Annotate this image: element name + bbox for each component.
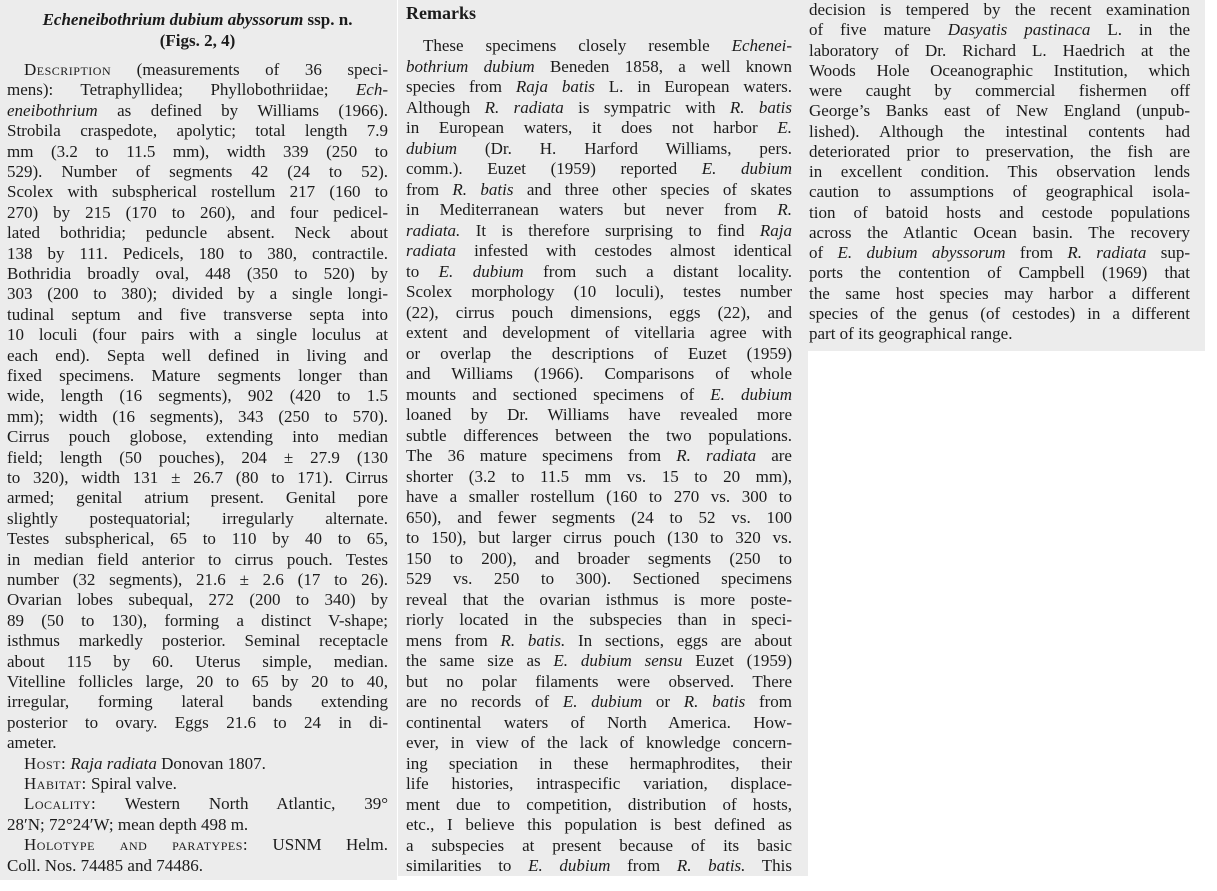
text-line [406,487,792,507]
remarks-heading: Remarks [406,3,476,23]
italic-text: E. dubium [710,384,792,404]
text-run: number (32 segments), 21.6 ± 2.6 (17 to 26). [7,570,388,589]
italic-text: R. [777,200,792,219]
text-run: Western North Atlantic, 39° [96,794,388,814]
text-run: mm (3.2 to 11.5 mm), width 339 (250 to [7,141,388,161]
text-line [809,304,1190,324]
text-line [7,672,388,692]
text-line [809,203,1190,223]
text-line [7,284,388,304]
text-run: (measurements of 36 speci- [111,60,388,79]
text-run: from [406,179,453,199]
text-line [406,610,792,630]
text-line [7,733,388,753]
text-line [809,284,1190,304]
text-line [7,529,388,549]
text-line [7,815,388,835]
text-run: George’s Banks east of New England (unpub- [809,101,1190,121]
text-run: and Williams (1966). Comparisons of whole [406,364,792,383]
text-line [7,142,388,162]
italic-text: Raja radiata [70,753,157,773]
text-line [809,263,1190,283]
text-line [406,118,792,138]
text-line [7,264,388,284]
text-line [406,795,792,815]
text-line [7,713,388,733]
text-run: 650), and fewer segments (24 to 52 vs. 100 [406,507,792,527]
section-label: Locality: [24,794,97,814]
text-line [7,611,388,631]
text-line [7,488,388,508]
text-line [809,223,1190,243]
text-line [406,262,792,282]
text-run: Although [406,97,485,117]
text-run: L. in European waters. [594,77,792,96]
text-line [809,81,1190,101]
text-line [406,139,792,159]
text-run: subtle differences between the two populations. [406,425,792,445]
text-line [406,856,792,876]
italic-text: E. [777,118,792,137]
italic-text: Echenei- [731,36,792,55]
text-line [809,61,1190,81]
text-run: USNM Helm. [248,835,388,855]
italic-text: radiata. [406,220,461,240]
text-line [406,528,792,548]
italic-text: bothrium dubium [406,56,535,76]
text-line [809,243,1190,263]
text-line [406,57,792,77]
italic-text: R. radiata [676,446,757,465]
text-run: laboratory of Dr. Richard L. Haedrich at the [809,40,1190,60]
text-line [406,508,792,528]
italic-text: R. batis [452,179,514,199]
text-run: ever, in view of the lack of knowledge concern- [406,733,792,752]
text-line [406,221,792,241]
text-line [406,467,792,487]
text-run: lished). Although the intestinal contents had [809,121,1190,141]
italic-text: Echeneibothrium dubium abyssorum [42,10,304,29]
text-run: infested with cestodes almost identical [456,241,792,260]
italic-text: E. dubium abyssorum [837,243,1006,262]
text-line [7,182,388,202]
text-run: from such a distant locality. [523,261,792,281]
italic-text: Dasyatis pastinaca [947,20,1091,40]
text-run: and three other species of skates [513,179,792,199]
text-run: 303 (200 to 380); divided by a single longi- [7,284,388,304]
text-run: (Dr. H. Harford Williams, pers. [457,138,792,158]
text-line [7,60,388,80]
text-line [406,754,792,774]
text-line [7,652,388,672]
text-run: caution to assumptions of geographical isola- [809,182,1190,202]
text-run: from [1005,243,1068,262]
text-line [406,180,792,200]
section-label: Holotype and paratypes: [24,835,249,855]
italic-text: R. batis. [500,630,566,650]
text-run: ameter. [7,733,57,753]
text-run: etc., I believe this population is best defined as [406,815,792,834]
text-run: 10 loculi (four pairs with a single loculus at [7,325,388,345]
text-run: Scolex with subspherical rostellum 217 (160 to [7,182,388,202]
italic-text: R. batis [729,97,792,117]
text-run: 270) by 215 (170 to 260), and four pedicel- [7,202,388,222]
italic-text: Raja [759,220,792,240]
text-run: Beneden 1858, a well known [534,56,792,76]
text-line [7,325,388,345]
text-line [406,323,792,343]
text-run: isthmus markedly posterior. Seminal receptacle [7,631,388,651]
text-line [7,631,388,651]
text-line [7,407,388,427]
text-line [406,36,792,56]
text-line [406,241,792,261]
text-run: Donovan 1807. [156,753,266,773]
heading-line [7,31,388,51]
text-run: (22), cirrus pouch dimensions, eggs (22), and [406,302,792,322]
text-run: field; length (50 pouches), 204 ± 27.9 (130 [7,447,388,467]
text-run: 529 vs. 250 to 300). Sectioned specimens [406,569,792,588]
text-run: ing speciation in these hermaphrodites, their [406,753,792,773]
text-line [809,324,1190,344]
section-label: Habitat: [24,774,87,793]
text-run: as defined by Williams (1966). [97,100,388,120]
text-line [406,426,792,446]
text-run: These specimens closely resemble [423,36,732,55]
text-run: L. in the [1090,20,1190,40]
text-run: species of the genus (of cestodes) in a different [809,303,1190,323]
section-label: Host: [24,753,67,773]
text-line [7,121,388,141]
text-run: Vitelline follicles large, 20 to 65 by 20 to 40, [7,672,388,691]
text-run: to 150), but larger cirrus pouch (130 to 320 vs. [406,528,792,547]
text-line [406,631,792,651]
text-run: in European waters, it does not harbor [406,118,778,137]
text-line [406,590,792,610]
text-line [7,590,388,610]
text-run: of [809,243,838,262]
text-run: similarities to [406,856,529,875]
text-run: the same size as [406,651,554,670]
text-run: 150 to 200), and broader segments (250 to [406,548,792,568]
text-run: It is therefore surprising to find [460,220,760,240]
text-run: Strobila craspedote, apolytic; total length 7.9 [7,121,388,141]
text-run: are [756,446,792,465]
text-line [406,98,792,118]
text-run: in median field anterior to cirrus pouch. Testes [7,549,388,569]
text-run: from [610,856,677,875]
text-line [809,0,1190,20]
text-run: but no polar filaments were observed. There [406,671,792,691]
text-run: fixed specimens. Mature segments longer than [7,366,388,385]
text-line [7,366,388,386]
italic-text: Raja batis [515,77,595,96]
text-line [7,856,388,876]
text-line [809,101,1190,121]
text-line [7,162,388,182]
text-line [7,203,388,223]
text-run: sup- [1146,243,1191,262]
text-line [406,569,792,589]
text-line [406,713,792,733]
text-run: Testes subspherical, 65 to 110 by 40 to 65, [7,529,388,549]
italic-text: R. batis [683,692,746,711]
italic-text: eneibothrium [7,100,98,120]
text-line [7,386,388,406]
text-run: of five mature [809,20,948,40]
text-run: tudinal septum and five transverse septa into [7,304,388,324]
italic-text: E. dubium [701,159,792,178]
text-run: Woods Hole Oceanographic Institution, which [809,60,1190,80]
text-run: mens): Tetraphyllidea; Phyllobothriidae; [7,80,356,100]
text-run: ment due to competition, distribution of hosts, [406,794,792,814]
text-line [7,244,388,264]
text-run: decision is tempered by the recent examination [809,0,1190,19]
text-line [7,427,388,447]
text-run: is sympatric with [563,97,730,117]
text-line [7,570,388,590]
text-line [7,80,388,100]
text-run: ports the contention of Campbell (1969) that [809,263,1190,283]
text-run: riorly located in the subspecies than in speci- [406,610,792,629]
text-line [7,346,388,366]
text-run: lated bothridia; peduncle absent. Neck about [7,223,388,243]
text-run: posterior to ovary. Eggs 21.6 to 24 in di- [7,712,388,732]
italic-text: E. dubium [528,856,611,875]
text-line [7,754,388,774]
text-line [809,142,1190,162]
text-run: 28′N; 72°24′W; mean depth 498 m. [7,814,249,834]
text-run: mens from [406,630,501,650]
text-run: shorter (3.2 to 11.5 mm vs. 15 to 20 mm), [406,466,792,486]
text-line [406,733,792,753]
text-line [7,794,388,814]
text-run: to [406,261,439,281]
text-run: about 115 by 60. Uterus simple, median. [7,651,388,671]
section-label: Description [24,60,112,79]
text-line [406,364,792,384]
text-line [809,41,1190,61]
text-run: life histories, intraspecific variation, displace- [406,774,792,793]
text-line [809,162,1190,182]
text-run: comm.). Euzet (1959) reported [406,159,702,178]
text-line [406,385,792,405]
text-line [7,509,388,529]
text-line [406,200,792,220]
text-run: Cirrus pouch globose, extending into median [7,427,388,447]
text-line [406,405,792,425]
italic-text: R. radiata [1067,243,1147,262]
text-run: across the Atlantic Ocean basin. The recovery [809,222,1190,242]
text-line [7,774,388,794]
text-line [406,836,792,856]
text-run: the same host species may harbor a different [809,283,1190,303]
text-run: from [745,692,792,711]
text-run: The 36 mature specimens from [406,446,677,465]
text-run: (Figs. 2, 4) [159,31,236,50]
text-line [7,305,388,325]
text-run: are no records of [406,692,563,711]
text-run: tion of batoid hosts and cestode populations [809,202,1190,222]
italic-text: dubium [406,138,457,158]
text-line [406,77,792,97]
italic-text: E. dubium sensu [553,651,683,670]
text-run: in Mediterranean waters but never from [406,200,778,219]
text-line [809,182,1190,202]
text-run: 529). Number of segments 42 (24 to 52). [7,162,388,181]
text-line [406,651,792,671]
text-run: Spiral valve. [86,774,177,793]
text-line [406,774,792,794]
text-line [7,550,388,570]
text-run: armed; genital atrium present. Genital pore [7,488,388,508]
text-line [406,815,792,835]
text-line [406,344,792,364]
text-run: Bothridia broadly oval, 448 (350 to 520) by [7,264,388,283]
heading-line [7,10,388,30]
text-run: loaned by Dr. Williams have revealed more [406,405,792,424]
text-run: or overlap the descriptions of Euzet (1959) [406,343,792,363]
text-line [7,835,388,855]
text-run: deteriorated prior to preservation, the fish are [809,141,1190,161]
text-line [7,468,388,488]
text-run: extent and development of vitellaria agree with [406,323,792,342]
text-line [406,446,792,466]
text-run: or [642,692,684,711]
text-run: have a smaller rostellum (160 to 270 vs. 300 to [406,487,792,506]
text-run: a subspecies at present because of its basic [406,835,792,855]
text-run: to 320), width 131 ± 26.7 (80 to 171). Cirrus [7,468,388,487]
text-run: reveal that the ovarian isthmus is more poste- [406,589,792,609]
text-run: irregular, forming lateral bands extending [7,692,388,712]
italic-text: R. batis. [676,856,746,875]
text-line [809,20,1190,40]
text-run: This [745,856,793,875]
text-run: 89 (50 to 130), forming a distinct V-shape; [7,610,388,630]
italic-text: E. dubium [438,261,524,281]
italic-text: R. radiata [484,97,564,117]
text-line [406,159,792,179]
text-run: were caught by commercial fishermen off [809,81,1190,100]
text-line [406,672,792,692]
text-line [7,692,388,712]
text-line [406,692,792,712]
text-line [809,122,1190,142]
text-run: each end). Septa well defined in living and [7,345,388,365]
text-line [406,549,792,569]
text-run: Ovarian lobes subequal, 272 (200 to 340) by [7,590,388,610]
text-run: part of its geographical range. [809,324,1013,343]
italic-text: E. dubium [562,692,643,711]
text-run: In sections, eggs are about [565,630,792,650]
text-run: 138 by 111. Pedicels, 180 to 380, contractile. [7,243,388,263]
text-run: slightly postequatorial; irregularly alternate. [7,508,388,528]
text-line [7,101,388,121]
text-run: Euzet (1959) [682,651,792,670]
text-run: Coll. Nos. 74485 and 74486. [7,855,203,875]
text-line [406,303,792,323]
text-line [406,282,792,302]
text-run: wide, length (16 segments), 902 (420 to 1.5 [7,386,388,406]
text-run: species from [406,77,516,96]
text-run: Scolex morphology (10 loculi), testes number [406,282,792,301]
italic-text: Ech- [355,80,388,100]
text-line [7,448,388,468]
text-run: ssp. n. [303,10,353,29]
text-run: in excellent condition. This observation lends [809,162,1190,181]
text-run: continental waters of North America. How- [406,712,792,732]
text-run: mm); width (16 segments), 343 (250 to 570). [7,406,388,426]
text-run: mounts and sectioned specimens of [406,384,711,404]
italic-text: radiata [406,241,457,260]
text-line [7,223,388,243]
